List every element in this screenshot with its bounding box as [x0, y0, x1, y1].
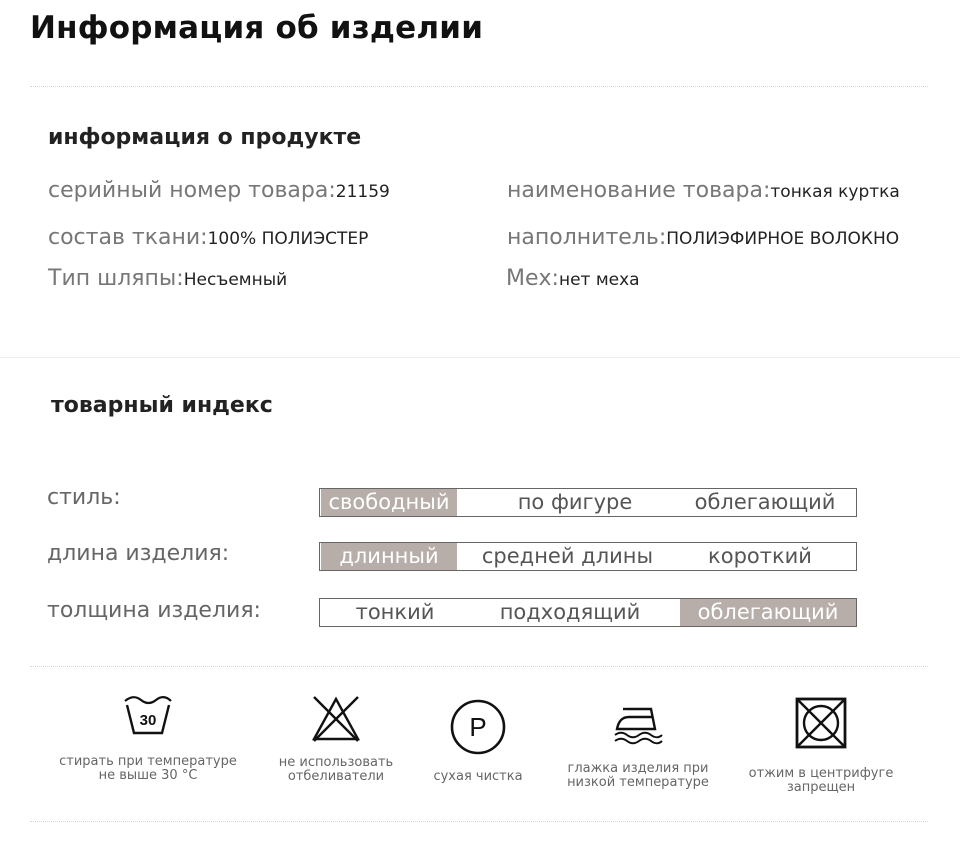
scale-option: средней длины [481, 544, 654, 568]
scale-option-selected: облегающий [680, 599, 856, 626]
info-serial-number [48, 178, 390, 203]
wash-30-icon [123, 693, 173, 737]
info-label: Мех: [506, 266, 559, 291]
info-product-name [507, 178, 900, 203]
care-caption: низкой температуре [567, 775, 709, 790]
dry-clean-p-icon [449, 698, 507, 756]
info-value: нет меха [558, 270, 640, 290]
index-label-thickness: толщина изделия: [47, 598, 261, 623]
care-caption: отбеливатели [287, 769, 385, 784]
care-divider-bottom [30, 821, 928, 822]
info-label: Тип шляпы: [48, 266, 184, 291]
scale-option: короткий [708, 544, 812, 568]
info-filling [507, 225, 899, 250]
care-caption: отжим в центрифуге [748, 766, 894, 781]
care-caption: запрещен [786, 780, 856, 795]
thickness-scale [319, 598, 857, 627]
care-caption: стирать при температуре [59, 754, 237, 769]
info-value: Несъемный [183, 270, 288, 290]
info-value: 21159 [335, 182, 390, 202]
section-divider [0, 357, 960, 358]
scale-option: тонкий [355, 600, 435, 624]
info-label: серийный номер товара: [48, 178, 336, 203]
svg-text:30: 30 [139, 712, 157, 729]
info-label: наполнитель: [507, 225, 667, 250]
care-caption: не выше 30 °C [98, 768, 198, 783]
product-info-heading: информация о продукте [48, 125, 362, 150]
scale-option: подходящий [499, 600, 641, 624]
no-tumble-dry-icon [793, 695, 849, 751]
scale-option-selected: длинный [321, 543, 457, 570]
care-caption: глажка изделия при [567, 761, 709, 776]
svg-text:P: P [469, 712, 487, 742]
length-scale [319, 542, 857, 571]
no-bleach-icon [310, 693, 362, 743]
info-value: тонкая куртка [770, 182, 900, 202]
care-item-wash [53, 693, 243, 783]
care-caption: сухая чистка [433, 769, 523, 784]
care-caption: не использовать [278, 755, 394, 770]
iron-low-icon [613, 699, 663, 745]
care-item-iron [543, 693, 733, 790]
info-fur [506, 266, 640, 291]
scale-option-selected: свободный [321, 489, 457, 516]
product-index-heading: товарный индекс [51, 393, 273, 418]
info-value: 100% ПОЛИЭСТЕР [207, 229, 369, 249]
title-divider [30, 86, 928, 87]
care-divider-top [30, 666, 928, 667]
info-value: ПОЛИЭФИРНОЕ ВОЛОКНО [666, 229, 900, 249]
info-label: состав ткани: [48, 225, 208, 250]
index-label-style: стиль: [47, 485, 121, 510]
index-label-length: длина изделия: [47, 541, 230, 566]
style-scale [319, 488, 857, 517]
info-label: наименование товара: [507, 178, 771, 203]
care-item-tumble [726, 693, 916, 795]
info-fabric [48, 225, 368, 250]
scale-option: по фигуре [517, 490, 633, 514]
info-hood-type [48, 266, 287, 291]
page-title: Информация об изделии [30, 10, 484, 46]
scale-option: облегающий [694, 490, 836, 514]
